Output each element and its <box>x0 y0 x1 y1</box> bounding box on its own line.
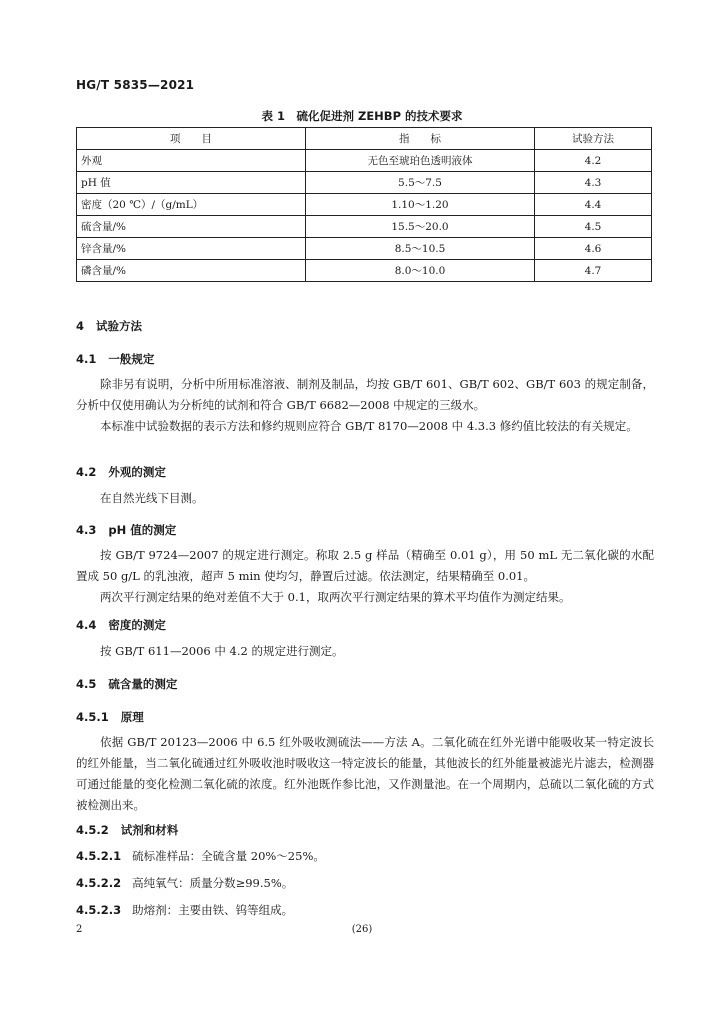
clause-text: 高纯氧气：质量分数≥99.5%。 <box>132 876 294 890</box>
table-row <box>77 172 652 194</box>
table-row <box>77 238 652 260</box>
table-cell: pH 值 <box>77 172 306 194</box>
section-heading <box>76 822 178 838</box>
table-cell: 4.4 <box>535 194 652 216</box>
section-heading <box>76 464 166 480</box>
clause-item <box>76 873 654 894</box>
table-cell: 15.5～20.0 <box>306 216 535 238</box>
table-cell: 8.0～10.0 <box>306 260 535 282</box>
page-sequence: (26) <box>351 924 373 935</box>
section-number: 4 <box>76 319 85 333</box>
paragraph: 按 GB/T 611—2006 中 4.2 的规定进行测定。 <box>100 644 344 658</box>
section-number: 4.5.2 <box>76 823 109 837</box>
section-number: 4.5 <box>76 677 97 691</box>
table-cell: 无色至琥珀色透明液体 <box>306 150 535 172</box>
section-heading <box>76 351 154 367</box>
clause-item <box>76 846 654 867</box>
table-cell: 4.5 <box>535 216 652 238</box>
table-cell: 4.2 <box>535 150 652 172</box>
spec-table <box>76 127 652 282</box>
table-cell: 磷含量/% <box>77 260 306 282</box>
clause-text: 硫标准样品：全硫含量 20%～25%。 <box>132 849 325 863</box>
section-heading <box>76 318 142 334</box>
table-row <box>77 216 652 238</box>
table-cell: 1.10～1.20 <box>306 194 535 216</box>
table-row <box>77 260 652 282</box>
table-cell: 8.5～10.5 <box>306 238 535 260</box>
paragraph: 本标准中试验数据的表示方法和修约规则应符合 GB/T 8170—2008 中 4.3.3 修约值比较法的有关规定。 <box>100 419 638 433</box>
table-row <box>77 194 652 216</box>
table-row <box>77 150 652 172</box>
paragraph: 在自然光线下目测。 <box>100 491 204 505</box>
table-cell: 5.5～7.5 <box>306 172 535 194</box>
section-heading <box>76 676 177 692</box>
paragraph: 按 GB/T 9724—2007 的规定进行测定。称取 2.5 g 样品（精确至 0.01 g），用 50 mL 无二氧化碳的水配置成 50 g/L 的乳浊液，超声 5 min 使均匀，静置后过滤。依法测定，结果精确至 0.01。 <box>76 548 654 583</box>
clause-text: 助熔剂：主要由铁、钨等组成。 <box>132 903 294 917</box>
clause-number: 4.5.2.1 <box>76 849 122 863</box>
page-number: 2 <box>76 924 83 935</box>
section-heading <box>76 522 176 538</box>
section-heading <box>76 709 144 725</box>
section-title: 密度的测定 <box>108 618 166 632</box>
clause-number: 4.5.2.3 <box>76 903 122 917</box>
section-title: 试验方法 <box>96 319 143 333</box>
section-number: 4.2 <box>76 465 97 479</box>
section-title: 原理 <box>120 710 144 724</box>
table-caption: 表 1 硫化促进剂 ZEHBP 的技术要求 <box>261 109 463 123</box>
column-header: 项 目 <box>77 128 306 150</box>
section-title: 试剂和材料 <box>120 823 179 837</box>
table-cell: 4.7 <box>535 260 652 282</box>
column-header: 试验方法 <box>535 128 652 150</box>
table-cell: 4.3 <box>535 172 652 194</box>
section-number: 4.1 <box>76 352 97 366</box>
table-cell: 锌含量/% <box>77 238 306 260</box>
paragraph: 两次平行测定结果的绝对差值不大于 0.1，取两次平行测定结果的算术平均值作为测定结果。 <box>100 590 571 604</box>
section-number: 4.5.1 <box>76 710 109 724</box>
section-number: 4.3 <box>76 523 97 537</box>
table-cell: 外观 <box>77 150 306 172</box>
paragraph: 除非另有说明，分析中所用标准溶液、制剂及制品，均按 GB/T 601、GB/T 602、GB/T 603 的规定制备，分析中仅使用确认为分析纯的试剂和符合 GB/T 6682—2008 中规定的三级水。 <box>76 377 654 412</box>
section-number: 4.4 <box>76 618 97 632</box>
section-heading <box>76 617 166 633</box>
clause-item <box>76 900 654 921</box>
section-title: pH 值的测定 <box>108 523 177 537</box>
table-header-row <box>77 128 652 150</box>
table-cell: 4.6 <box>535 238 652 260</box>
section-title: 一般规定 <box>108 352 155 366</box>
standard-code: HG/T 5835—2021 <box>76 78 195 92</box>
clause-number: 4.5.2.2 <box>76 876 122 890</box>
table-cell: 密度（20 ℃）/（g/mL） <box>77 194 306 216</box>
section-title: 硫含量的测定 <box>108 677 178 691</box>
section-title: 外观的测定 <box>108 465 166 479</box>
column-header: 指 标 <box>306 128 535 150</box>
paragraph: 依据 GB/T 20123—2006 中 6.5 红外吸收测硫法——方法 A。二氧化硫在红外光谱中能吸收某一特定波长的红外能量，当二氧化硫通过红外吸收池时吸收这一特定波长的能量，其他波长的红外能量被滤光片滤去，检测器可通过能量的变化检测二氧化硫的浓度。红外池既作参比池，又作测量池。在一个周期内，总硫以二氧化硫的方式被检测出来。 <box>76 735 654 812</box>
table-cell: 硫含量/% <box>77 216 306 238</box>
